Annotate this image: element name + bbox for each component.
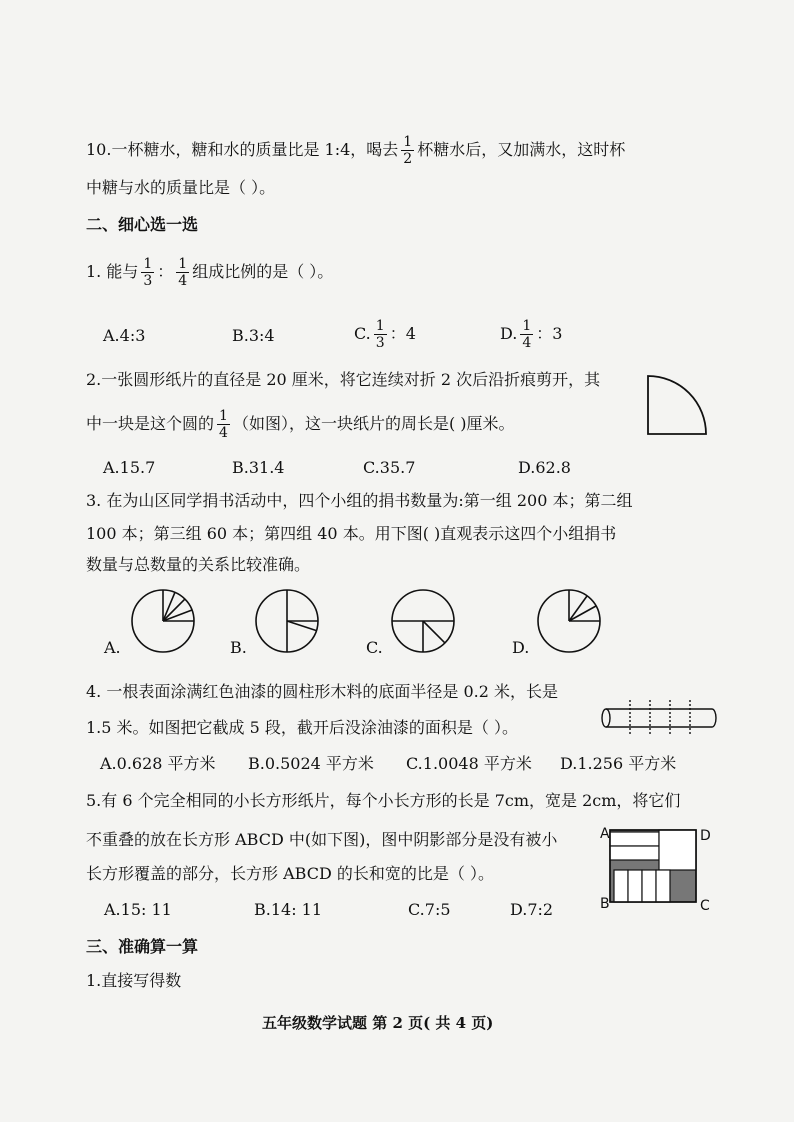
- s2-q1-option-d[interactable]: D. $\frac{1}{4}$ ：3: [500, 318, 563, 351]
- s2-q2-line2: 中一块是这个圆的 $\frac{1}{4}$ （如图），这一块纸片的周长是( )厘米。: [86, 408, 515, 441]
- s2-q1-option-b[interactable]: B.3:4: [232, 326, 275, 345]
- s2-q4-option-b[interactable]: B.0.5024 平方米: [248, 754, 374, 773]
- s2-q4-option-c[interactable]: C.1.0048 平方米: [406, 754, 532, 773]
- pie-chart-option-b: [254, 588, 320, 654]
- section2-title: 二、细心选一选: [86, 215, 199, 234]
- s2-q3-line3: 数量与总数量的关系比较准确。: [86, 555, 311, 574]
- s2-q5-option-c[interactable]: C.7:5: [408, 900, 451, 919]
- s2-q1-stem: 1. 能与 $\frac{1}{3}$ ： $\frac{1}{4}$ 组成比例的是（ ）。: [86, 256, 334, 289]
- s2-q4-line1: 4. 一根表面涂满红色油漆的圆柱形木料的底面半径是 0.2 米，长是: [86, 682, 558, 701]
- s2-q4-option-d[interactable]: D.1.256 平方米: [560, 754, 677, 773]
- s2-q2-option-d[interactable]: D.62.8: [518, 458, 571, 477]
- quarter-circle-figure: [646, 374, 708, 436]
- corner-label-b: B: [600, 896, 610, 912]
- s2-q3-option-c[interactable]: C.: [366, 638, 383, 657]
- pie-chart-option-c: [390, 588, 456, 654]
- s2-q3-option-a[interactable]: A.: [104, 638, 121, 657]
- s2-q3-line2: 100 本；第三组 60 本；第四组 40 本。用下图( )直观表示这四个小组捐书: [86, 524, 617, 543]
- s2-q5-option-a[interactable]: A.15: 11: [104, 900, 172, 919]
- s2-q3-option-b[interactable]: B.: [230, 638, 247, 657]
- s2-q1-option-a[interactable]: A.4:3: [103, 326, 146, 345]
- q10-text-a: 10.一杯糖水，糖和水的质量比是 1:4，喝去: [86, 140, 399, 159]
- s3-q1: 1.直接写得数: [86, 971, 182, 990]
- s2-q5-option-b[interactable]: B.14: 11: [254, 900, 323, 919]
- s2-q5-line3: 长方形覆盖的部分，长方形 ABCD 的长和宽的比是（ ）。: [86, 864, 494, 883]
- corner-label-a: A: [600, 826, 610, 842]
- pie-chart-option-d: [536, 588, 602, 654]
- corner-label-d: D: [700, 828, 711, 844]
- s2-q3-line1: 3. 在为山区同学捐书活动中，四个小组的捐书数量为:第一组 200 本；第二组: [86, 491, 633, 510]
- q10-text-b: 杯糖水后，又加满水，这时杯: [417, 140, 626, 159]
- s2-q4-option-a[interactable]: A.0.628 平方米: [100, 754, 216, 773]
- pie-chart-option-a: [130, 588, 196, 654]
- rectangle-abcd-figure: [610, 830, 696, 902]
- s2-q5-line2: 不重叠的放在长方形 ABCD 中(如下图)，图中阴影部分是没有被小: [86, 830, 558, 849]
- s2-q2-line1: 2.一张圆形纸片的直径是 20 厘米，将它连续对折 2 次后沿折痕剪开，其: [86, 370, 601, 389]
- s2-q5-option-d[interactable]: D.7:2: [510, 900, 554, 919]
- s2-q1-frac2: $\frac{1}{4}$: [178, 256, 188, 289]
- q10-line1: [86, 134, 625, 167]
- corner-label-c: C: [700, 898, 710, 914]
- s2-q2-option-c[interactable]: C.35.7: [363, 458, 416, 477]
- s2-q1-frac1: $\frac{1}{3}$: [143, 256, 153, 289]
- page-footer: 五年级数学试题 第 2 页( 共 4 页): [262, 1014, 494, 1032]
- s2-q1-option-c[interactable]: C. $\frac{1}{3}$ ：4: [354, 318, 416, 351]
- s2-q5-line1: 5.有 6 个完全相同的小长方形纸片，每个小长方形的长是 7cm，宽是 2cm，将它们: [86, 791, 681, 810]
- s2-q2-option-a[interactable]: A.15.7: [103, 458, 156, 477]
- section3-title: 三、准确算一算: [86, 937, 199, 956]
- q10-fraction: $\frac{1}{2}$: [403, 134, 413, 167]
- s2-q3-option-d[interactable]: D.: [512, 638, 530, 657]
- cylinder-log-figure: [600, 706, 720, 730]
- s2-q4-line2: 1.5 米。如图把它截成 5 段，截开后没涂油漆的面积是（ ）。: [86, 718, 518, 737]
- q10-line2: 中糖与水的质量比是（ ）。: [86, 178, 276, 197]
- s2-q2-option-b[interactable]: B.31.4: [232, 458, 285, 477]
